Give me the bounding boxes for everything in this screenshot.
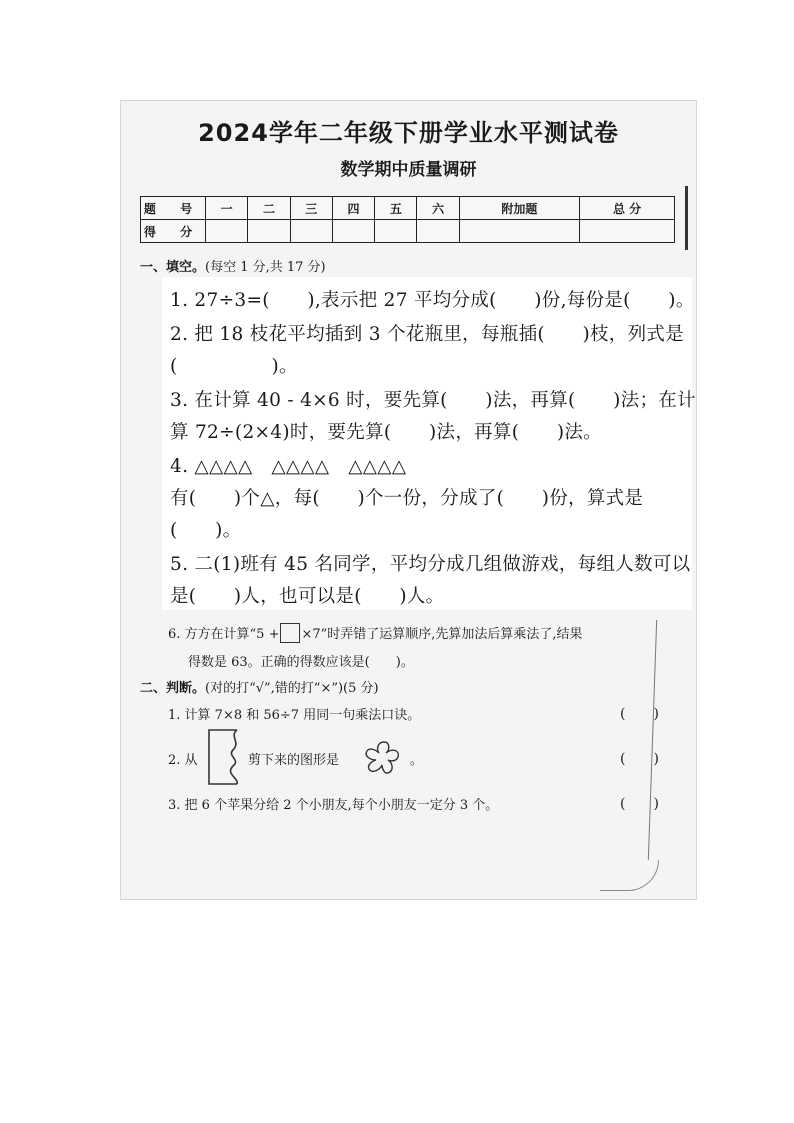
section2-note: (对的打“√”,错的打“×”)(5 分) <box>205 681 379 696</box>
question-line: 3. 在计算 40 - 4×6 时，要先算( )法，再算( )法；在计 <box>170 390 696 411</box>
judge-question-2-text-c: 。 <box>410 753 424 768</box>
question-line: 有( )个△，每( )个一份，分成了( )份，算式是 <box>170 488 644 509</box>
question-line: 算 72÷(2×4)时，要先算( )法，再算( )法。 <box>170 422 602 443</box>
table-border-bar <box>685 186 688 250</box>
section1-title: 一、填空。 <box>140 260 206 275</box>
judge-question-2-text-a: 2. 从 <box>168 753 198 768</box>
question-line: 是( )人，也可以是( )人。 <box>170 586 445 607</box>
score-input-cell[interactable] <box>290 220 332 243</box>
score-cell: 三 <box>290 197 332 220</box>
score-input-cell[interactable] <box>459 220 579 243</box>
score-cell: 四 <box>332 197 374 220</box>
score-table <box>140 196 675 243</box>
score-cell: 五 <box>375 197 417 220</box>
answer-paren-1[interactable]: ( ) <box>620 706 659 722</box>
question-line: 1. 27÷3=( ),表示把 27 平均分成( )份,每份是( )。 <box>170 290 695 311</box>
score-table-score-row <box>141 220 675 243</box>
page-subtitle: 数学期中质量调研 <box>340 160 477 180</box>
score-input-cell[interactable] <box>417 220 459 243</box>
score-cell: 一 <box>206 197 248 220</box>
score-input-cell[interactable] <box>580 220 675 243</box>
question-line: 2. 把 18 枝花平均插到 3 个花瓶里，每瓶插( )枝，列式是 <box>170 324 685 345</box>
score-cell: 得 分 <box>141 220 206 243</box>
score-input-cell[interactable] <box>248 220 290 243</box>
answer-paren-2[interactable]: ( ) <box>620 751 659 767</box>
score-cell: 六 <box>417 197 459 220</box>
triangle-line: 4. △△△△ △△△△ △△△△ <box>170 456 407 477</box>
section2-title: 二、判断。 <box>140 681 206 696</box>
question-line: ( )。 <box>170 520 242 541</box>
judge-question-1: 1. 计算 7×8 和 56÷7 用同一句乘法口诀。 <box>168 708 421 723</box>
section1-note: (每空 1 分,共 17 分) <box>205 260 326 275</box>
flower-shape-icon <box>360 738 408 778</box>
question-6-line1 <box>168 623 583 643</box>
question-line: 5. 二(1)班有 45 名同学，平均分成几组做游戏，每组人数可以 <box>170 554 691 575</box>
score-cell: 题 号 <box>141 197 206 220</box>
score-input-cell[interactable] <box>375 220 417 243</box>
question-line: ( )。 <box>170 356 298 377</box>
paper-fold-icon <box>207 728 247 786</box>
blank-box[interactable] <box>280 623 300 643</box>
judge-question-2-text-b: 剪下来的图形是 <box>248 753 340 768</box>
judge-question-3: 3. 把 6 个苹果分给 2 个小朋友,每个小朋友一定分 3 个。 <box>168 798 499 813</box>
score-input-cell[interactable] <box>332 220 374 243</box>
section2-heading <box>140 677 379 696</box>
question-6-line2: 得数是 63。正确的得数应该是( )。 <box>188 655 414 670</box>
score-cell: 附加题 <box>459 197 579 220</box>
q6-text-a: 6. 方方在计算“5 + <box>168 627 280 642</box>
q6-text-b: ×7”时弄错了运算顺序,先算加法后算乘法了,结果 <box>301 627 583 642</box>
score-cell: 总 分 <box>580 197 675 220</box>
answer-paren-3[interactable]: ( ) <box>620 796 659 812</box>
score-input-cell[interactable] <box>206 220 248 243</box>
page-title: 2024学年二年级下册学业水平测试卷 <box>198 119 619 147</box>
score-cell: 二 <box>248 197 290 220</box>
score-table-header-row <box>141 197 675 220</box>
section1-heading <box>140 256 326 275</box>
